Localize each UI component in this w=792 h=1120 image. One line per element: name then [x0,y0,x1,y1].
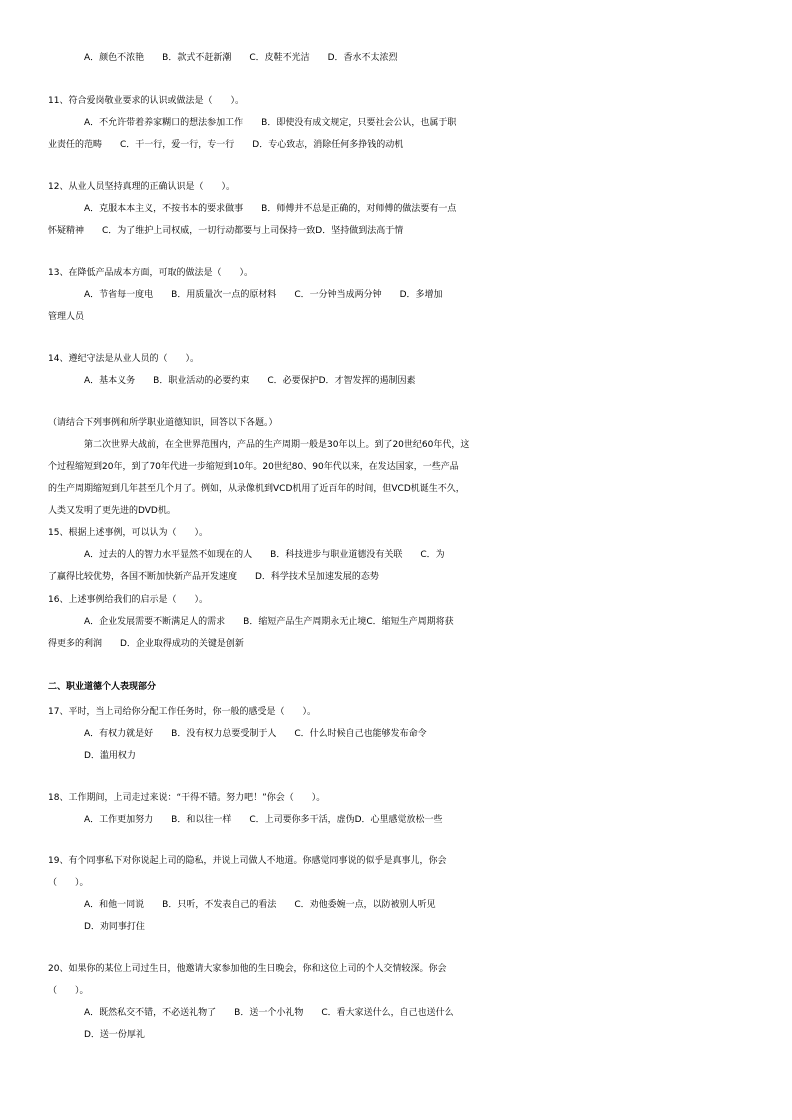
q19-stem: 19、有个同事私下对你说起上司的隐私，并说上司做人不地道。你感觉同事说的似乎是真事儿，你会 [48,856,447,866]
q19-options-line2: D．劝同事打住 [84,922,145,932]
q16-options-line2: 得更多的利润 D．企业取得成功的关键是创新 [48,639,244,649]
q13-options-line1: A．节省每一度电 B．用质量次一点的原材料 C．一分钟当成两分钟 D．多增加 [84,290,443,300]
section-heading: 二、职业道德个人表现部分 [48,682,157,692]
q19-stem-blank: （ ）。 [48,878,89,888]
q11-stem: 11、符合爱岗敬业要求的认识或做法是（ ）。 [48,96,244,106]
q20-options-line1: A．既然私交不错，不必送礼物了 B．送一个小礼物 C．看大家送什么，自己也送什么 [84,1008,454,1018]
q12-stem: 12、从业人员坚持真理的正确认识是（ ）。 [48,182,235,192]
passage-line1: 第二次世界大战前，在全世界范围内，产品的生产周期一般是30年以上。到了20世纪60年代，这 [84,440,470,450]
q11-options-line2: 业责任的范畴 C．干一行，爱一行，专一行 D．专心致志，消除任何多挣钱的动机 [48,140,404,150]
q15-options-line1: A．过去的人的智力水平显然不如现在的人 B．科技进步与职业道德没有关联 C．为 [84,550,445,560]
q14-stem: 14、遵纪守法是从业人员的（ ）。 [48,354,199,364]
q14-options: A．基本义务 B．职业活动的必要约束 C．必要保护D．才智发挥的遏制因素 [84,376,416,386]
q13-stem: 13、在降低产品成本方面，可取的做法是（ ）。 [48,268,253,278]
q17-options-line1: A．有权力就是好 B．没有权力总要受制于人 C．什么时候自己也能够发布命令 [84,729,427,739]
q13-options-line2: 管理人员 [48,312,85,322]
q12-options-line2: 怀疑精神 C．为了维护上司权威，一切行动都要与上司保持一致D．坚持做到法高于情 [48,226,404,236]
q16-options-line1: A．企业发展需要不断满足人的需求 B．缩短产品生产周期永无止境C．缩短生产周期将获 [84,617,454,627]
reading-instruction: （请结合下列事例和所学职业道德知识，回答以下各题。） [48,418,278,428]
q19-options-line1: A．和他一同说 B．只听，不发表自己的看法 C．劝他委婉一点，以防被别人听见 [84,900,436,910]
q18-options: A．工作更加努力 B．和以往一样 C．上司要你多干活，虚伪D．心里感觉放松一些 [84,815,443,825]
passage-line2: 个过程缩短到20年，到了70年代进一步缩短到10年。20世纪80、90年代以来，在发达国家，一些产品 [48,462,459,472]
passage-line4: 人类又发明了更先进的DVD机。 [48,506,176,516]
q17-stem: 17、平时，当上司给你分配工作任务时，你一般的感受是（ ）。 [48,707,316,717]
q17-options-line2: D．滥用权力 [84,751,136,761]
q11-options-line1: A．不允许带着养家糊口的想法参加工作 B．即使没有成文规定，只要社会公认，也属于职 [84,118,457,128]
q20-stem: 20、如果你的某位上司过生日，他邀请大家参加他的生日晚会，你和这位上司的个人交情较深。你会 [48,964,447,974]
q16-stem: 16、上述事例给我们的启示是（ ）。 [48,595,208,605]
passage-line3: 的生产周期缩短到几年甚至几个月了。例如，从录像机到VCD机用了近百年的时间，但VCD机诞生不久， [48,484,465,494]
q12-options-line1: A．克服本本主义，不按书本的要求做事 B．师傅并不总是正确的，对师傅的做法要有一点 [84,204,457,214]
q20-stem-blank: （ ）。 [48,986,89,996]
q10-options: A．颜色不浓艳 B．款式不赶新潮 C．皮鞋不光洁 D．香水不太浓烈 [84,53,398,63]
q20-options-line2: D．送一份厚礼 [84,1030,145,1040]
q15-stem: 15、根据上述事例，可以认为（ ）。 [48,528,208,538]
q18-stem: 18、工作期间，上司走过来说：“干得不错。努力吧！”你会（ ）。 [48,793,326,803]
q15-options-line2: 了赢得比较优势，各国不断加快新产品开发速度 D．科学技术呈加速发展的态势 [48,572,379,582]
